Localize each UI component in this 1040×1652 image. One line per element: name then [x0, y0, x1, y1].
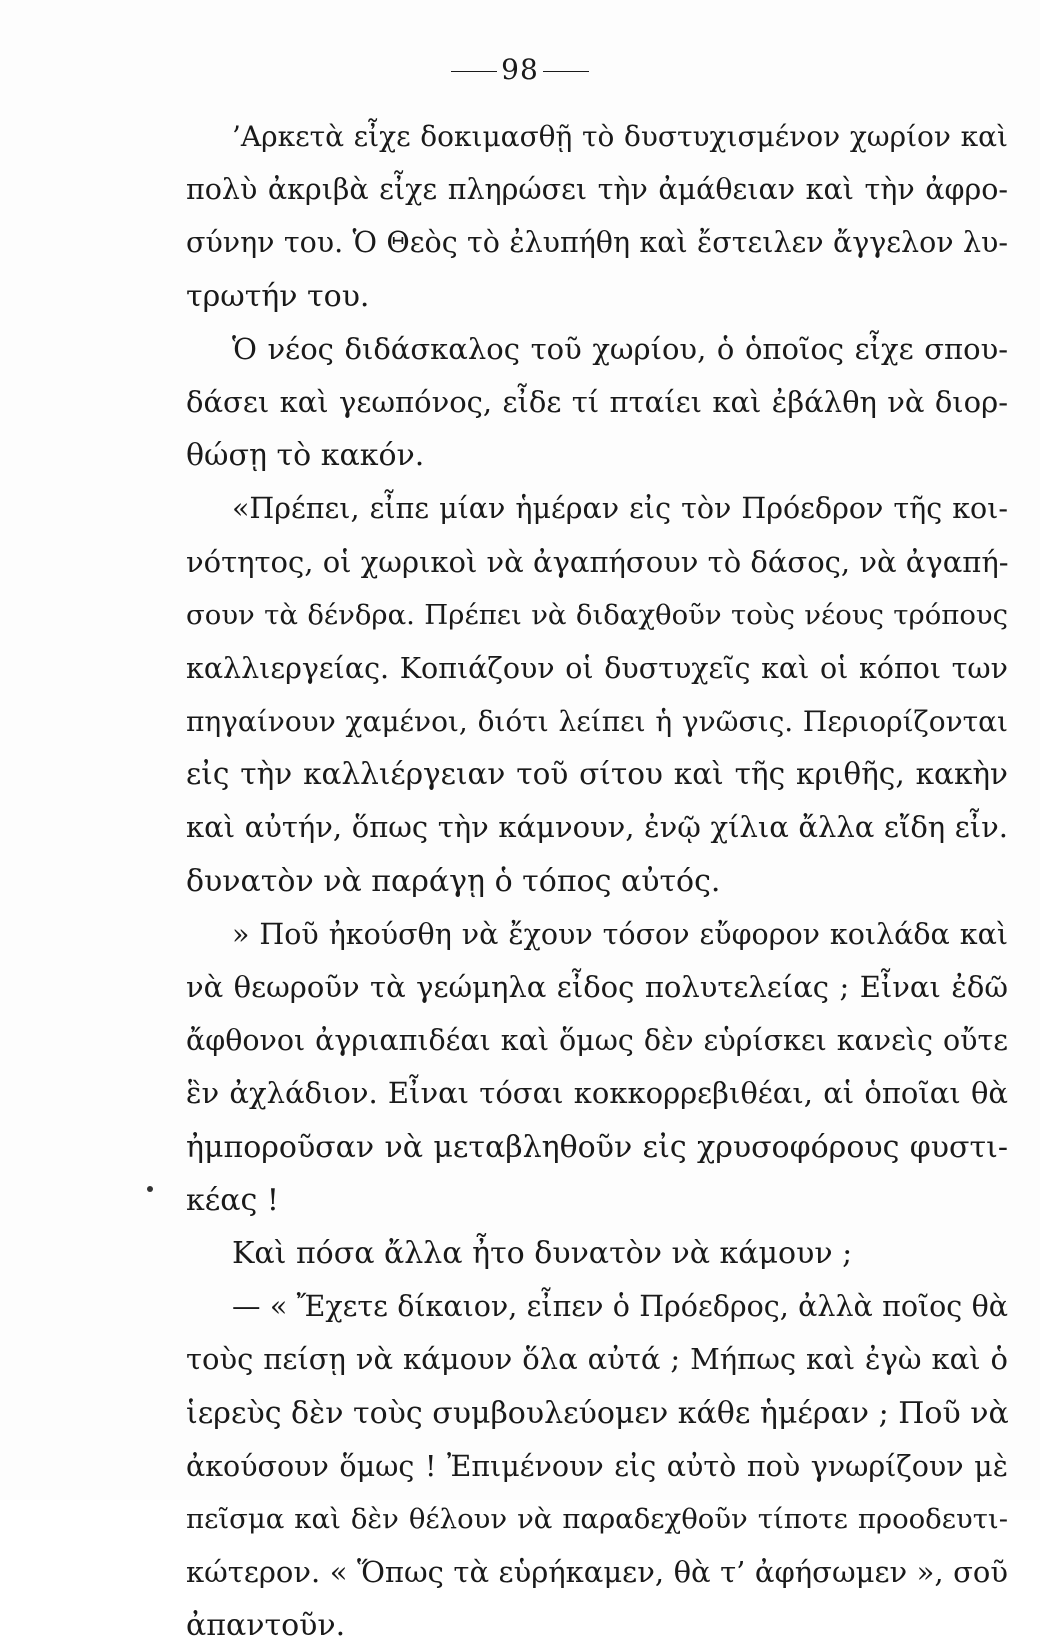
text-line: » Ποῦ ἠκούσθη νὰ ἔχουν τόσον εὔφορον κοιλάδα καὶ: [232, 917, 1008, 951]
text-line: πεῖσμα καὶ δὲν θέλουν νὰ παραδεχθοῦν τίποτε προοδευτι-: [186, 1502, 1008, 1535]
text-line: ’Αρκετὰ εἶχε δοκιμασθῇ τὸ δυστυχισμένον χωρίον καὶ: [232, 120, 1008, 153]
text-line: πολὺ ἀκριβὰ εἶχε πληρώσει τὴν ἀμάθειαν καὶ τὴν ἀφρο-: [186, 173, 1008, 207]
body-text: [186, 110, 1008, 1652]
text-line: σύνην του. Ὁ Θεὸς τὸ ἐλυπήθη καὶ ἔστειλεν ἄγγελον λυ-: [186, 226, 1008, 260]
page-number-right-dash: [543, 71, 589, 72]
text-line: νὰ θεωροῦν τὰ γεώμηλα εἶδος πολυτελείας ; Εἶναι ἐδῶ: [186, 970, 1008, 1004]
text-line: ἀπαντοῦν.: [186, 1608, 346, 1644]
margin-dot-mark: [147, 1186, 153, 1192]
text-line: δάσει καὶ γεωπόνος, εἶδε τί πταίει καὶ ἐβάλθη νὰ διορ-: [186, 384, 1008, 419]
text-line: ἓν ἀχλάδιον. Εἶναι τόσαι κοκκορρεβιθέαι, αἱ ὁποῖαι θὰ: [186, 1076, 1008, 1111]
page-number-value: 98: [501, 53, 539, 86]
text-line: ἄφθονοι ἀγριαπιδέαι καὶ ὅμως δὲν εὑρίσκει κανεὶς οὔτε: [186, 1024, 1008, 1058]
text-line: ἱερεὺς δὲν τοὺς συμβουλεύομεν κάθε ἡμέραν ; Ποῦ νὰ: [186, 1395, 1009, 1431]
text-line: εἰς τὴν καλλιέργειαν τοῦ σίτου καὶ τῆς κριθῆς, κακὴν: [186, 757, 1008, 792]
text-line: τρωτήν του.: [186, 278, 370, 314]
text-line: πηγαίνουν χαμένοι, διότι λείπει ἡ γνῶσις. Περιορίζονται: [186, 705, 1008, 739]
text-line: «Πρέπει, εἶπε μίαν ἡμέραν εἰς τὸν Πρόεδρον τῆς κοι-: [232, 492, 1008, 526]
text-line: κέας !: [186, 1182, 279, 1218]
text-line: — « Ἔχετε δίκαιον, εἶπεν ὁ Πρόεδρος, ἀλλὰ ποῖος θὰ: [232, 1290, 1008, 1324]
text-line: ἀκούσουν ὅμως ! Ἐπιμένουν εἰς αὐτὸ ποὺ γνωρίζουν μὲ: [186, 1449, 1008, 1483]
text-line: καλλιεργείας. Κοπιάζουν οἱ δυστυχεῖς καὶ οἱ κόποι των: [186, 651, 1008, 685]
text-line: σουν τὰ δένδρα. Πρέπει νὰ διδαχθοῦν τοὺς νέους τρόπους: [186, 598, 1008, 631]
page-number: [0, 52, 1040, 88]
text-line: κώτερον. « Ὅπως τὰ εὑρήκαμεν, θὰ τ’ ἀφήσωμεν », σοῦ: [186, 1555, 1008, 1590]
text-line: τοὺς πείσῃ νὰ κάμουν ὅλα αὐτά ; Μήπως καὶ ἐγὼ καὶ ὁ: [186, 1342, 1008, 1377]
text-line: δυνατὸν νὰ παράγῃ ὁ τόπος αὐτός.: [186, 863, 721, 899]
text-line: ἠμποροῦσαν νὰ μεταβληθοῦν εἰς χρυσοφόρους φυστι-: [186, 1129, 1008, 1165]
text-line: θώσῃ τὸ κακόν.: [186, 438, 425, 474]
text-line: καὶ αὐτήν, ὅπως τὴν κάμνουν, ἐνῷ χίλια ἄλλα εἴδη εἶν.: [186, 810, 1008, 845]
text-line: Ὁ νέος διδάσκαλος τοῦ χωρίου, ὁ ὁποῖος εἶχε σπου-: [232, 331, 1008, 366]
text-line: νότητος, οἱ χωρικοὶ νὰ ἀγαπήσουν τὸ δάσος, νὰ ἀγαπή-: [186, 544, 1009, 579]
page-number-left-dash: [451, 71, 497, 72]
text-line: Καὶ πόσα ἄλλα ἦτο δυνατὸν νὰ κάμουν ;: [232, 1235, 853, 1271]
